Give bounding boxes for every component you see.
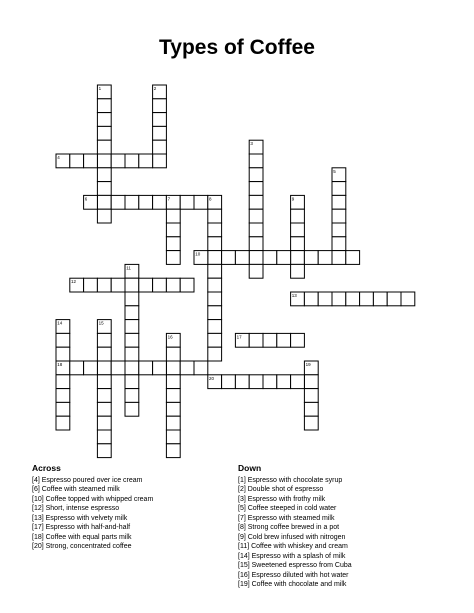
grid-cell[interactable] [235, 375, 249, 389]
grid-cell[interactable] [111, 154, 125, 168]
clue-number: 10 [195, 251, 201, 257]
clue-item: [11] Coffee with whiskey and cream [238, 543, 348, 550]
grid-cell[interactable] [194, 195, 208, 209]
grid-cell[interactable] [97, 278, 111, 292]
grid-cell[interactable] [97, 444, 111, 458]
across-heading: Across [32, 463, 61, 473]
grid-cell[interactable] [263, 333, 277, 347]
grid-cell[interactable] [291, 209, 305, 223]
grid-cell[interactable] [291, 223, 305, 237]
grid-cell[interactable] [56, 416, 70, 430]
grid-cell[interactable] [166, 375, 180, 389]
clue-item: [3] Espresso with frothy milk [238, 495, 326, 503]
grid-cell[interactable] [180, 361, 194, 375]
clue-number: 13 [291, 293, 297, 298]
grid-cell[interactable] [166, 278, 180, 292]
grid-cell[interactable] [304, 251, 318, 265]
grid-cell[interactable] [249, 209, 263, 223]
clue-item: [1] Espresso with chocolate syrup [238, 476, 343, 484]
grid-cell[interactable] [208, 320, 222, 334]
down-clue-list [238, 476, 448, 590]
grid-cell[interactable] [277, 333, 291, 347]
grid-cell[interactable] [249, 251, 263, 265]
grid-cell[interactable] [97, 126, 111, 140]
grid-cell[interactable] [208, 223, 222, 237]
grid-cell[interactable] [84, 361, 98, 375]
grid-cell[interactable] [139, 361, 153, 375]
across-clues [32, 464, 232, 552]
grid-cell[interactable] [208, 209, 222, 223]
grid-cell[interactable] [387, 292, 401, 306]
clue-number: 1 [98, 86, 102, 91]
grid-cell[interactable] [208, 292, 222, 306]
grid-cell[interactable] [346, 251, 360, 265]
grid-cell[interactable] [249, 237, 263, 251]
grid-cell[interactable] [125, 306, 139, 320]
clue-item: [9] Cold brew infused with nitrogen [238, 533, 346, 541]
grid-cell[interactable] [401, 292, 415, 306]
clue-number: 16 [167, 334, 173, 340]
grid-cell[interactable] [97, 182, 111, 196]
grid-cell[interactable] [125, 320, 139, 334]
grid-cell[interactable] [153, 278, 167, 292]
down-clues [238, 464, 448, 590]
grid-cell[interactable] [97, 168, 111, 182]
grid-cell[interactable] [56, 333, 70, 347]
grid-cell[interactable] [208, 306, 222, 320]
grid-cell[interactable] [208, 237, 222, 251]
grid-cell[interactable] [249, 182, 263, 196]
grid-cell[interactable] [166, 416, 180, 430]
grid-cell[interactable] [235, 251, 249, 265]
grid-cell[interactable] [97, 430, 111, 444]
clue-item: [12] Short, intense espresso [32, 505, 120, 512]
grid-cell[interactable] [97, 209, 111, 223]
grid-cell[interactable] [304, 292, 318, 306]
grid-cell[interactable] [97, 416, 111, 430]
clue-number: 5 [333, 168, 336, 174]
grid-cell[interactable] [208, 251, 222, 265]
grid-cell[interactable] [139, 278, 153, 292]
grid-cell[interactable] [332, 209, 346, 223]
grid-cell[interactable] [153, 99, 167, 113]
grid-cell[interactable] [194, 361, 208, 375]
clue-item: [16] Espresso diluted with hot water [238, 571, 349, 579]
grid-cell[interactable] [125, 361, 139, 375]
grid-cell[interactable] [97, 99, 111, 113]
clue-item: [6] Coffee with steamed milk [32, 486, 120, 493]
grid-cell[interactable] [153, 154, 167, 168]
grid-cell[interactable] [125, 333, 139, 347]
clue-item: [14] Espresso with a splash of milk [238, 552, 346, 560]
grid-cell[interactable] [291, 264, 305, 278]
grid-cell[interactable] [277, 251, 291, 265]
clue-item: [4] Espresso poured over ice cream [32, 476, 143, 484]
grid-cell[interactable] [125, 195, 139, 209]
grid-cell[interactable] [97, 195, 111, 209]
grid-cell[interactable] [166, 347, 180, 361]
grid-cell[interactable] [332, 251, 346, 265]
grid-cell[interactable] [166, 361, 180, 375]
grid-cell[interactable] [56, 389, 70, 403]
across-clue-list [32, 476, 232, 552]
grid-cell[interactable] [153, 126, 167, 140]
grid-cell[interactable] [208, 264, 222, 278]
grid-cell[interactable] [222, 375, 236, 389]
grid-cell[interactable] [277, 375, 291, 389]
clue-number: 7 [167, 196, 171, 202]
clue-number: 15 [98, 320, 104, 326]
grid-cell[interactable] [249, 154, 263, 168]
grid-cell[interactable] [180, 195, 194, 209]
grid-cell[interactable] [153, 361, 167, 375]
grid-cell[interactable] [70, 154, 84, 168]
clue-number: 11 [126, 265, 131, 271]
grid-cell[interactable] [304, 416, 318, 430]
clue-item: [18] Coffee with equal parts milk [32, 533, 132, 541]
grid-cell[interactable] [97, 402, 111, 416]
clue-item: [19] Coffee with chocolate and milk [238, 581, 347, 588]
grid-cell[interactable] [360, 292, 374, 306]
clue-number: 17 [236, 334, 242, 340]
clue-item: [10] Coffee topped with whipped cream [32, 495, 154, 503]
grid-cell[interactable] [208, 347, 222, 361]
grid-cell[interactable] [304, 389, 318, 403]
grid-cell[interactable] [304, 402, 318, 416]
clue-number: 14 [57, 320, 63, 326]
grid-cell[interactable] [332, 237, 346, 251]
grid-cell[interactable] [97, 140, 111, 154]
grid-cell[interactable] [166, 209, 180, 223]
clue-number: 20 [209, 375, 215, 381]
grid-cell[interactable] [249, 333, 263, 347]
grid-cell[interactable] [70, 361, 84, 375]
grid-cell[interactable] [249, 168, 263, 182]
clue-item: [20] Strong, concentrated coffee [32, 543, 132, 550]
grid-cell[interactable] [125, 402, 139, 416]
clue-number: 12 [71, 279, 77, 285]
clue-number: 19 [305, 362, 311, 367]
grid-cell[interactable] [84, 154, 98, 168]
grid-cell[interactable] [125, 375, 139, 389]
grid-cell[interactable] [125, 278, 139, 292]
clue-number: 8 [209, 196, 212, 202]
grid-cell[interactable] [139, 154, 153, 168]
grid-cell[interactable] [332, 182, 346, 196]
puzzle-title: Types of Coffee [159, 36, 315, 59]
grid-cell[interactable] [111, 195, 125, 209]
grid-cell[interactable] [249, 375, 263, 389]
clue-item: [17] Espresso with half-and-half [32, 524, 131, 531]
grid-cell[interactable] [180, 278, 194, 292]
grid-cell[interactable] [346, 292, 360, 306]
grid-cell[interactable] [111, 278, 125, 292]
clue-number: 18 [57, 362, 63, 367]
clue-item: [15] Sweetened espresso from Cuba [238, 562, 352, 569]
grid-cell[interactable] [208, 333, 222, 347]
grid-cell[interactable] [166, 430, 180, 444]
clue-number: 2 [153, 86, 157, 91]
grid-cell[interactable] [291, 251, 305, 265]
grid-cell[interactable] [291, 237, 305, 251]
clue-number: 3 [250, 141, 253, 147]
grid-cell[interactable] [222, 251, 236, 265]
clue-item: [13] Espresso with velvety milk [32, 514, 128, 522]
grid-cell[interactable] [249, 195, 263, 209]
grid-cell[interactable] [332, 195, 346, 209]
grid-cell[interactable] [304, 375, 318, 389]
grid-cell[interactable] [249, 223, 263, 237]
grid-cell[interactable] [97, 347, 111, 361]
grid-cell[interactable] [166, 223, 180, 237]
grid-cell[interactable] [56, 375, 70, 389]
grid-cell[interactable] [125, 347, 139, 361]
grid-cell[interactable] [111, 361, 125, 375]
clue-number: 4 [57, 155, 60, 160]
grid-cell[interactable] [153, 140, 167, 154]
grid-cell[interactable] [318, 251, 332, 265]
clue-item: [7] Espresso with steamed milk [238, 514, 335, 522]
grid-cell[interactable] [97, 375, 111, 389]
clue-number: 6 [84, 196, 88, 202]
grid-cell[interactable] [139, 195, 153, 209]
grid-cell[interactable] [84, 278, 98, 292]
grid-cell[interactable] [97, 333, 111, 347]
grid-cell[interactable] [153, 113, 167, 127]
grid-cell[interactable] [166, 237, 180, 251]
grid-cell[interactable] [332, 223, 346, 237]
grid-cell[interactable] [291, 333, 305, 347]
grid-cell[interactable] [166, 444, 180, 458]
grid-cell[interactable] [249, 264, 263, 278]
clue-item: [5] Coffee steeped in cold water [238, 505, 337, 512]
grid-cell[interactable] [166, 402, 180, 416]
down-heading: Down [238, 463, 262, 473]
grid-cell[interactable] [97, 113, 111, 127]
grid-cell[interactable] [125, 154, 139, 168]
clue-number: 9 [291, 196, 295, 202]
grid-cell[interactable] [166, 251, 180, 265]
grid-cell[interactable] [153, 195, 167, 209]
grid-cell[interactable] [263, 251, 277, 265]
grid-cell[interactable] [56, 347, 70, 361]
grid-cell[interactable] [166, 389, 180, 403]
grid-cell[interactable] [318, 292, 332, 306]
grid-cell[interactable] [373, 292, 387, 306]
grid-cell[interactable] [263, 375, 277, 389]
clue-item: [2] Double shot of espresso [238, 486, 324, 493]
grid-cell[interactable] [56, 402, 70, 416]
grid-cell[interactable] [332, 292, 346, 306]
grid-cell[interactable] [125, 389, 139, 403]
grid-cell[interactable] [97, 154, 111, 168]
grid-cell[interactable] [97, 389, 111, 403]
grid-cell[interactable] [208, 278, 222, 292]
grid-cell[interactable] [125, 292, 139, 306]
grid-cell[interactable] [291, 375, 305, 389]
clue-item: [8] Strong coffee brewed in a pot [238, 524, 340, 531]
grid-cell[interactable] [97, 361, 111, 375]
